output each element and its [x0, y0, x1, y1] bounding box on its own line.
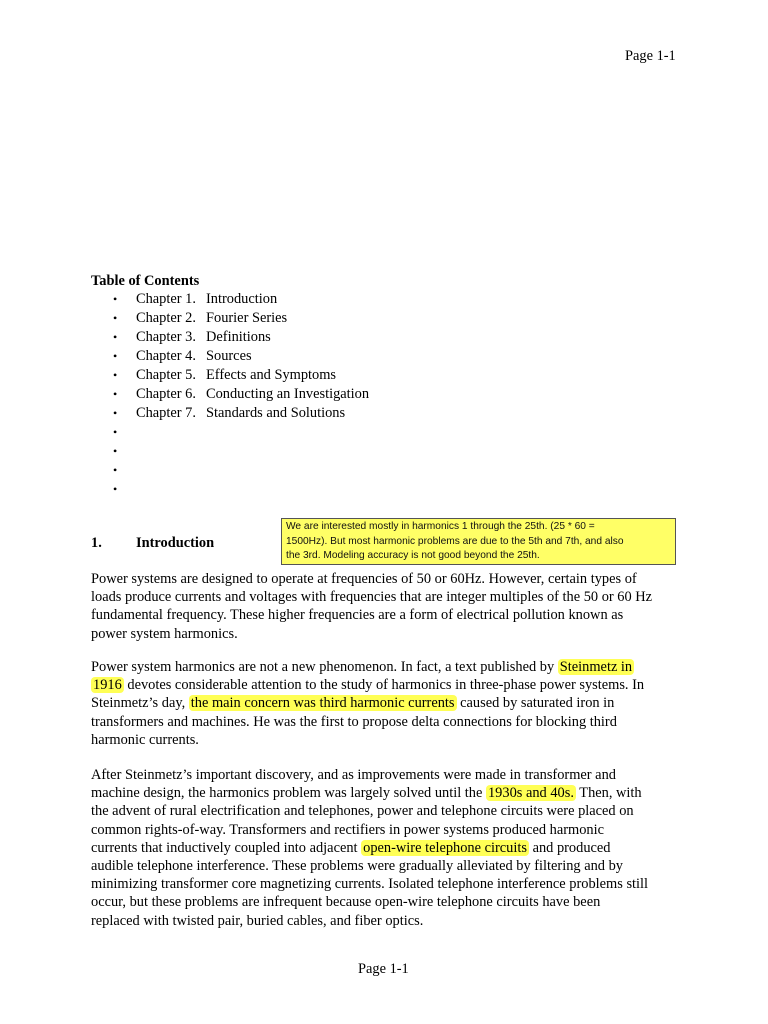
- paragraph-line: After Steinmetz’s important discovery, and as improvements were made in transformer and: [91, 767, 616, 783]
- text-run: machine design, the harmonics problem was largely solved until the: [91, 785, 486, 802]
- text-run: Power system harmonics are not a new phenomenon. In fact, a text published by: [91, 659, 558, 675]
- text-run: and produced: [528, 839, 611, 856]
- highlight: Steinmetz in: [559, 659, 633, 675]
- bullet-icon: •: [113, 349, 118, 363]
- toc-chapter-title: Definitions: [206, 329, 271, 345]
- comment-note[interactable]: [281, 518, 676, 565]
- highlight: 1930s and 40s.: [487, 785, 574, 802]
- paragraph-line: loads produce currents and voltages with frequencies that are integer multiples of the 50 or 60 Hz: [91, 589, 653, 606]
- paragraph-line: power system harmonics.: [91, 625, 238, 642]
- toc-chapter-number: Chapter 5.: [136, 367, 196, 383]
- bullet-icon: •: [113, 406, 118, 420]
- paragraph-steinmetz: [91, 658, 691, 749]
- toc-title: Table of Contents: [91, 273, 200, 289]
- paragraph-intro: [91, 570, 691, 643]
- bullet-icon: •: [113, 482, 118, 496]
- paragraph-line: fundamental frequency. These higher frequencies are a form of electrical pollution known as: [91, 607, 624, 624]
- page-number-footer: Page 1-1: [358, 961, 409, 977]
- toc-chapter-number: Chapter 7.: [136, 405, 196, 421]
- bullet-icon: •: [113, 368, 118, 382]
- text-run: Steinmetz’s day,: [91, 695, 189, 712]
- paragraph-line: [91, 676, 691, 694]
- paragraph-history: [91, 766, 691, 930]
- paragraph-line: [91, 839, 691, 857]
- toc-chapter-title: Conducting an Investigation: [206, 386, 370, 402]
- text-run: caused by saturated iron in: [456, 695, 615, 712]
- paragraph-line: the advent of rural electrification and telephones, power and telephone circuits were placed on: [91, 803, 634, 820]
- text-run: Then, with: [575, 785, 642, 802]
- toc-chapter-number: Chapter 6.: [136, 386, 196, 402]
- paragraph-line: occur, but these problems are infrequent because open-wire telephone circuits have been: [91, 894, 601, 911]
- text-run: currents that inductively coupled into adjacent: [91, 839, 362, 856]
- toc-chapter-number: Chapter 3.: [136, 329, 196, 345]
- paragraph-line: [91, 784, 691, 802]
- toc-chapter-title: Introduction: [206, 291, 278, 307]
- toc-chapter-number: Chapter 4.: [136, 348, 196, 364]
- bullet-icon: •: [113, 463, 118, 477]
- bullet-icon: •: [113, 387, 118, 401]
- paragraph-line: [91, 658, 691, 676]
- highlight: 1916: [93, 677, 122, 694]
- paragraph-line: harmonic currents.: [91, 731, 199, 748]
- toc-chapter-number: Chapter 1.: [136, 291, 196, 307]
- comment-line: the 3rd. Modeling accuracy is not good beyond the 25th.: [286, 550, 540, 561]
- paragraph-line: minimizing transformer core magnetizing currents. Isolated telephone interference problems still: [91, 876, 649, 893]
- toc-chapter-title: Standards and Solutions: [206, 405, 346, 421]
- paragraph-line: Power systems are designed to operate at frequencies of 50 or 60Hz. However, certain types of: [91, 571, 637, 587]
- comment-line: We are interested mostly in harmonics 1 through the 25th. (25 * 60 =: [286, 521, 595, 532]
- section-number: 1.: [91, 535, 102, 551]
- text-run: devotes considerable attention to the study of harmonics in three-phase power systems. In: [123, 677, 645, 694]
- highlight: the main concern was third harmonic currents: [190, 695, 455, 712]
- paragraph-line: audible telephone interference. These problems were gradually alleviated by filtering and by: [91, 857, 623, 874]
- paragraph-line: common rights-of-way. Transformers and rectifiers in power systems produced harmonic: [91, 821, 605, 838]
- bullet-icon: •: [113, 425, 118, 439]
- page-number-header: Page 1-1: [625, 48, 676, 64]
- paragraph-line: transformers and machines. He was the first to propose delta connections for blocking third: [91, 713, 617, 730]
- bullet-icon: •: [113, 444, 118, 458]
- paragraph-line: [91, 694, 691, 712]
- highlight: open-wire telephone circuits: [363, 839, 527, 856]
- paragraph-line: replaced with twisted pair, buried cables, and fiber optics.: [91, 912, 424, 929]
- toc-chapter-title: Sources: [206, 348, 252, 364]
- bullet-icon: •: [113, 311, 118, 325]
- section-title: Introduction: [136, 535, 215, 551]
- toc-chapter-number: Chapter 2.: [136, 310, 196, 326]
- toc-chapter-title: Fourier Series: [206, 310, 288, 326]
- comment-line: 1500Hz). But most harmonic problems are due to the 5th and 7th, and also: [286, 535, 624, 547]
- bullet-icon: •: [113, 330, 118, 344]
- bullet-icon: •: [113, 292, 118, 306]
- toc-chapter-title: Effects and Symptoms: [206, 367, 337, 383]
